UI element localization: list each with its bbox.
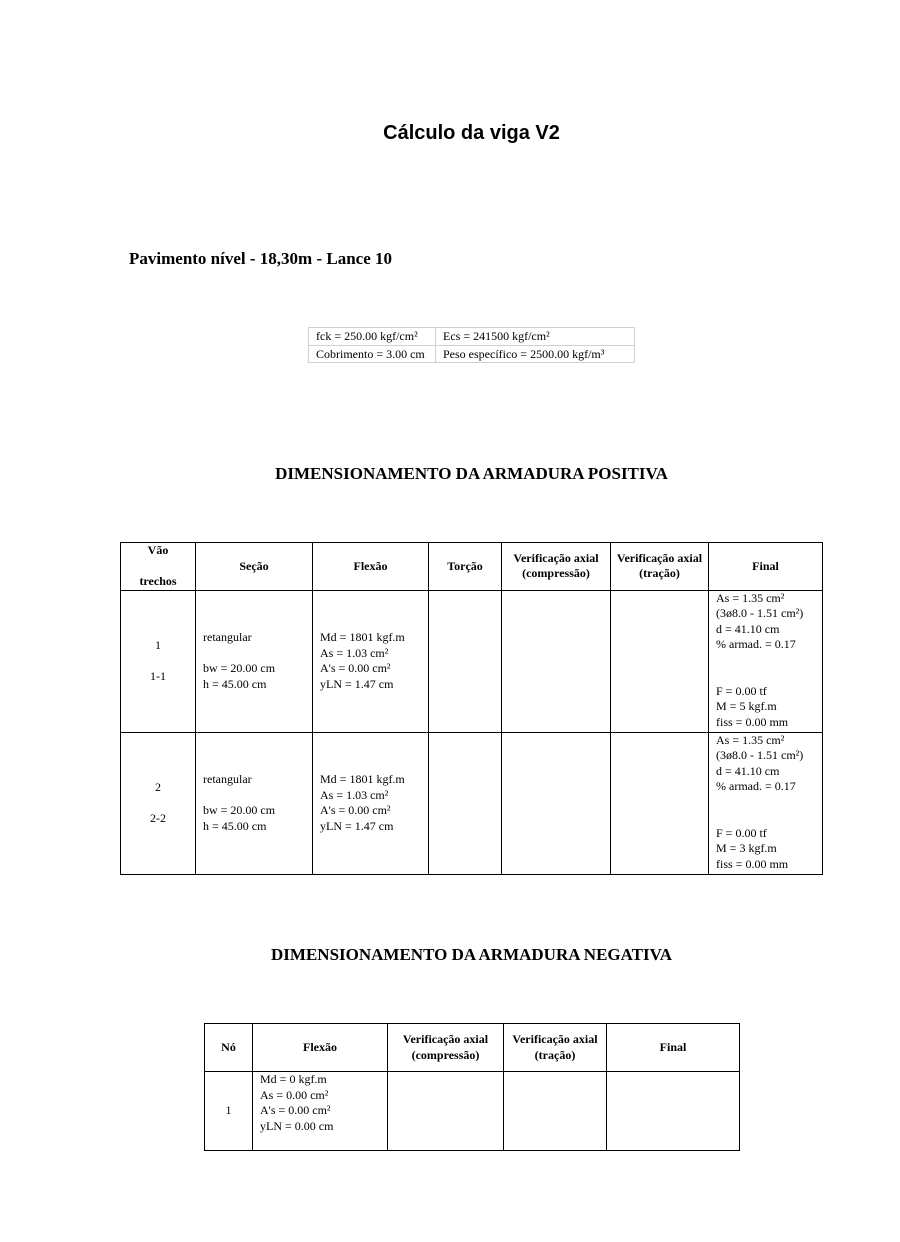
final-f: F = 0.00 tf [716,825,767,840]
secao-h: h = 45.00 cm [203,676,267,691]
final-as: As = 1.35 cm² [716,732,785,747]
vao-number: 2 [155,779,161,794]
secao-tipo: retangular [203,630,252,644]
final-m: M = 5 kgf.m [716,699,777,713]
final-f: F = 0.00 tf [716,683,767,698]
table-row [309,345,635,363]
flexao-as-linha: A's = 0.00 cm² [320,803,391,817]
final-as: As = 1.35 cm² [716,590,785,605]
header-flexao: Flexão [253,1024,388,1072]
secao-bw: bw = 20.00 cm [203,661,276,675]
verificacao-compressao-cell [502,590,611,732]
table-row [121,590,823,732]
floor-subtitle: Pavimento nível - 18,30m - Lance 10 [129,249,392,268]
flexao-md: Md = 0 kgf.m [260,1072,327,1086]
table-header-row [121,543,823,591]
final-m: M = 3 kgf.m [716,841,777,855]
flexao-md: Md = 1801 kgf.m [320,630,405,644]
final-armad: % armad. = 0.17 [716,637,796,651]
final-d: d = 41.10 cm [716,621,780,636]
header-flexao: Flexão [313,543,429,591]
header-secao: Seção [196,543,313,591]
no-cell: 1 [205,1072,253,1151]
final-fiss: fiss = 0.00 mm [716,714,789,729]
secao-tipo: retangular [203,772,252,786]
verificacao-compressao-cell [388,1072,504,1151]
ecs-cell: Ecs = 241500 kgf/cm² [436,328,635,346]
secao-bw: bw = 20.00 cm [203,803,276,817]
cobrimento-cell: Cobrimento = 3.00 cm [309,345,436,363]
header-vao-line1: Vão [147,543,169,557]
flexao-as: As = 1.03 cm² [320,787,389,802]
vao-cell [121,732,196,874]
header-torcao: Torção [429,543,502,591]
flexao-yln: yLN = 0.00 cm [260,1118,334,1133]
trecho-label: 2-2 [150,810,166,825]
flexao-cell [253,1072,388,1151]
final-cell [607,1072,740,1151]
header-verificacao-compressao: Verificação axial (compressão) [388,1024,504,1072]
negative-heading: DIMENSIONAMENTO DA ARMADURA NEGATIVA [271,945,672,964]
header-vao [121,543,196,591]
flexao-cell [313,732,429,874]
table-row [309,328,635,346]
table-header-row [205,1024,740,1072]
final-bars: (3ø8.0 - 1.51 cm²) [716,606,804,620]
negative-reinforcement-table [204,1023,740,1151]
flexao-yln: yLN = 1.47 cm [320,676,394,691]
final-bars: (3ø8.0 - 1.51 cm²) [716,748,804,762]
flexao-as: As = 1.03 cm² [320,645,389,660]
secao-cell [196,732,313,874]
final-cell [709,732,823,874]
header-verificacao-tracao: Verificação axial (tração) [611,543,709,591]
header-verificacao-compressao: Verificação axial (compressão) [502,543,611,591]
trecho-label: 1-1 [150,668,166,683]
flexao-md: Md = 1801 kgf.m [320,772,405,786]
header-vao-line2: trechos [139,574,177,588]
verificacao-tracao-cell [611,732,709,874]
torcao-cell [429,590,502,732]
verificacao-tracao-cell [504,1072,607,1151]
final-fiss: fiss = 0.00 mm [716,856,789,871]
positive-reinforcement-table [120,542,823,875]
vao-cell [121,590,196,732]
flexao-as-linha: A's = 0.00 cm² [320,661,391,675]
header-final: Final [607,1024,740,1072]
secao-h: h = 45.00 cm [203,818,267,833]
header-final: Final [709,543,823,591]
secao-cell [196,590,313,732]
positive-heading: DIMENSIONAMENTO DA ARMADURA POSITIVA [275,464,668,483]
material-properties-table [308,327,635,363]
header-verificacao-tracao: Verificação axial (tração) [504,1024,607,1072]
final-armad: % armad. = 0.17 [716,779,796,793]
table-row [205,1072,740,1151]
flexao-yln: yLN = 1.47 cm [320,818,394,833]
page-title: Cálculo da viga V2 [383,122,560,144]
verificacao-compressao-cell [502,732,611,874]
vao-number: 1 [155,637,161,652]
flexao-as: As = 0.00 cm² [260,1087,329,1102]
torcao-cell [429,732,502,874]
verificacao-tracao-cell [611,590,709,732]
final-d: d = 41.10 cm [716,763,780,778]
fck-cell: fck = 250.00 kgf/cm² [309,328,436,346]
table-row [121,732,823,874]
flexao-as-linha: A's = 0.00 cm² [260,1103,331,1117]
flexao-cell [313,590,429,732]
final-cell [709,590,823,732]
header-no: Nó [205,1024,253,1072]
peso-especifico-cell: Peso específico = 2500.00 kgf/m³ [436,345,635,363]
